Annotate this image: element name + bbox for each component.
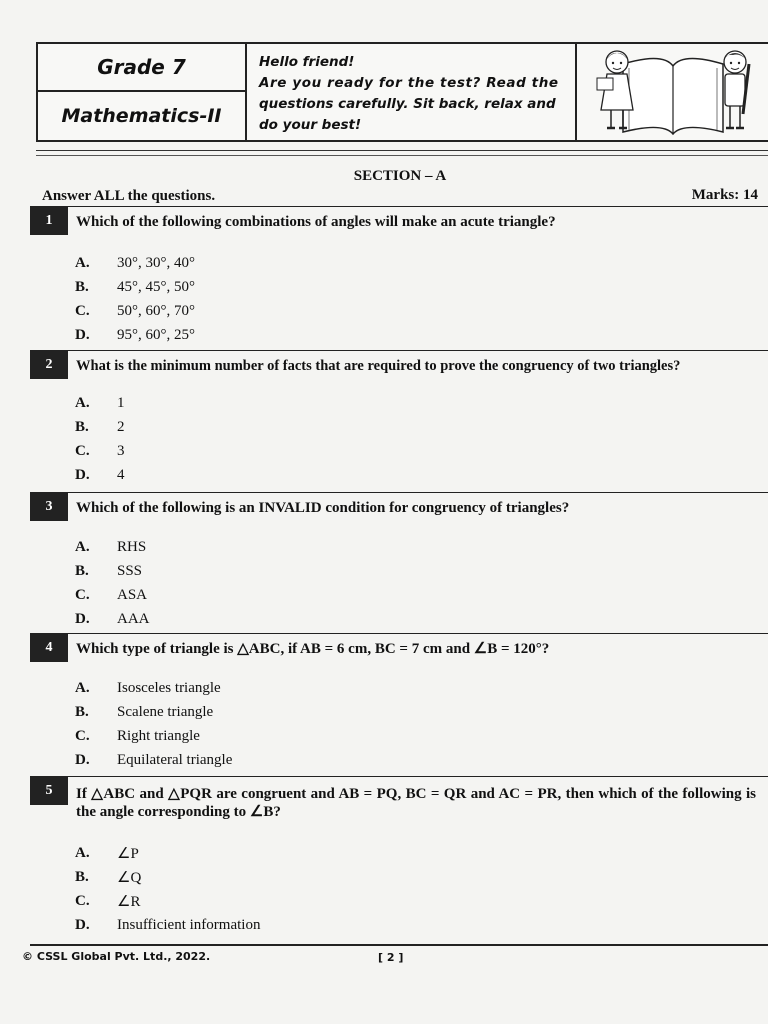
option-label: D. xyxy=(75,916,90,933)
option-d[interactable] xyxy=(30,748,768,772)
option-b[interactable] xyxy=(30,415,768,439)
option-b[interactable] xyxy=(30,275,768,299)
option-value: Scalene triangle xyxy=(117,703,214,720)
option-value: 95°, 60°, 25° xyxy=(117,326,195,343)
option-a[interactable] xyxy=(30,251,768,275)
question-number: 4 xyxy=(30,634,68,662)
option-value: Equilateral triangle xyxy=(117,751,233,768)
option-c[interactable] xyxy=(30,299,768,323)
option-value: 2 xyxy=(117,418,125,435)
footer-divider xyxy=(30,944,768,946)
option-label: B. xyxy=(75,418,89,435)
option-value: Insufficient information xyxy=(117,916,261,933)
option-label: D. xyxy=(75,751,90,768)
greeting-message xyxy=(247,44,577,140)
option-value: 45°, 45°, 50° xyxy=(117,278,195,295)
question-text: What is the minimum number of facts that are required to prove the congruency of two triangles? xyxy=(76,358,681,374)
options-list xyxy=(30,391,768,487)
options-list xyxy=(30,251,768,347)
section-title: SECTION – A xyxy=(353,168,447,184)
options-list xyxy=(30,535,768,631)
title-box xyxy=(38,44,247,140)
grade-title: Grade 7 xyxy=(38,44,245,92)
option-label: D. xyxy=(75,326,90,343)
question-header xyxy=(30,206,768,235)
option-label: A. xyxy=(75,394,90,411)
option-label: C. xyxy=(75,302,90,319)
option-value: AAA xyxy=(117,610,150,627)
option-label: C. xyxy=(75,892,90,909)
option-label: A. xyxy=(75,844,90,861)
option-value: RHS xyxy=(117,538,147,555)
question-header xyxy=(30,350,768,379)
kids-book-illustration xyxy=(583,44,763,138)
option-d[interactable] xyxy=(30,913,768,937)
option-value: ASA xyxy=(117,586,148,603)
option-label: B. xyxy=(75,278,89,295)
option-c[interactable] xyxy=(30,583,768,607)
option-c[interactable] xyxy=(30,889,768,913)
option-d[interactable] xyxy=(30,323,768,347)
option-label: A. xyxy=(75,679,90,696)
option-b[interactable] xyxy=(30,865,768,889)
question-text: Which of the following is an INVALID condition for congruency of triangles? xyxy=(76,500,570,516)
question-number: 3 xyxy=(30,493,68,521)
option-a[interactable] xyxy=(30,676,768,700)
option-label: A. xyxy=(75,254,90,271)
question-header xyxy=(30,633,768,662)
option-label: D. xyxy=(75,466,90,483)
option-label: C. xyxy=(75,586,90,603)
option-value: 30°, 30°, 40° xyxy=(117,254,195,271)
option-a[interactable] xyxy=(30,391,768,415)
option-a[interactable] xyxy=(30,841,768,865)
page-number: [ 2 ] xyxy=(378,951,404,964)
option-c[interactable] xyxy=(30,724,768,748)
instruction-text: Answer ALL the questions. xyxy=(42,188,216,204)
question-header xyxy=(30,776,768,821)
option-value: ∠Q xyxy=(117,869,142,886)
question-1 xyxy=(30,206,768,347)
greeting-line: Are you ready for the test? Read the xyxy=(259,75,559,91)
copyright-text: © CSSL Global Pvt. Ltd., 2022. xyxy=(22,950,211,963)
header-divider-thin xyxy=(36,155,768,156)
option-label: B. xyxy=(75,868,89,885)
marks-label: Marks: 14 xyxy=(691,187,758,203)
greeting-line: do your best! xyxy=(259,117,362,133)
question-text: Which of the following combinations of angles will make an acute triangle? xyxy=(76,214,556,230)
option-value: 1 xyxy=(117,394,125,411)
option-label: D. xyxy=(75,610,90,627)
option-label: C. xyxy=(75,442,90,459)
option-b[interactable] xyxy=(30,559,768,583)
subject-title: Mathematics-II xyxy=(61,105,222,127)
header-divider xyxy=(36,150,768,151)
option-label: B. xyxy=(75,703,89,720)
question-number: 2 xyxy=(30,351,68,379)
option-d[interactable] xyxy=(30,463,768,487)
option-a[interactable] xyxy=(30,535,768,559)
question-5 xyxy=(30,776,768,937)
option-d[interactable] xyxy=(30,607,768,631)
question-header xyxy=(30,492,768,521)
option-value: Isosceles triangle xyxy=(117,679,221,696)
option-value: Right triangle xyxy=(117,727,200,744)
question-4 xyxy=(30,633,768,772)
question-2 xyxy=(30,350,768,487)
option-value: SSS xyxy=(117,562,143,579)
option-c[interactable] xyxy=(30,439,768,463)
greeting-line: Hello friend! xyxy=(259,54,355,70)
question-text: Which type of triangle is △ABC, if AB = 6 cm, BC = 7 cm and ∠B = 120°? xyxy=(76,641,550,657)
question-number: 1 xyxy=(30,207,68,235)
question-text: If △ABC and △PQR are congruent and AB = PQ, BC = QR and AC = PR, then which of the following is the angle corresponding to ∠B? xyxy=(76,786,756,820)
options-list xyxy=(30,676,768,772)
option-label: C. xyxy=(75,727,90,744)
option-b[interactable] xyxy=(30,700,768,724)
option-value: ∠R xyxy=(117,893,141,910)
option-value: ∠P xyxy=(117,845,139,862)
option-value: 3 xyxy=(117,442,125,459)
kids-reading-illustration xyxy=(577,44,768,140)
options-list xyxy=(30,841,768,937)
option-label: A. xyxy=(75,538,90,555)
option-label: B. xyxy=(75,562,89,579)
greeting-line: questions carefully. Sit back, relax and xyxy=(259,96,556,112)
option-value: 50°, 60°, 70° xyxy=(117,302,195,319)
question-number: 5 xyxy=(30,777,68,805)
worksheet-header xyxy=(36,42,768,142)
option-value: 4 xyxy=(117,466,125,483)
question-3 xyxy=(30,492,768,631)
